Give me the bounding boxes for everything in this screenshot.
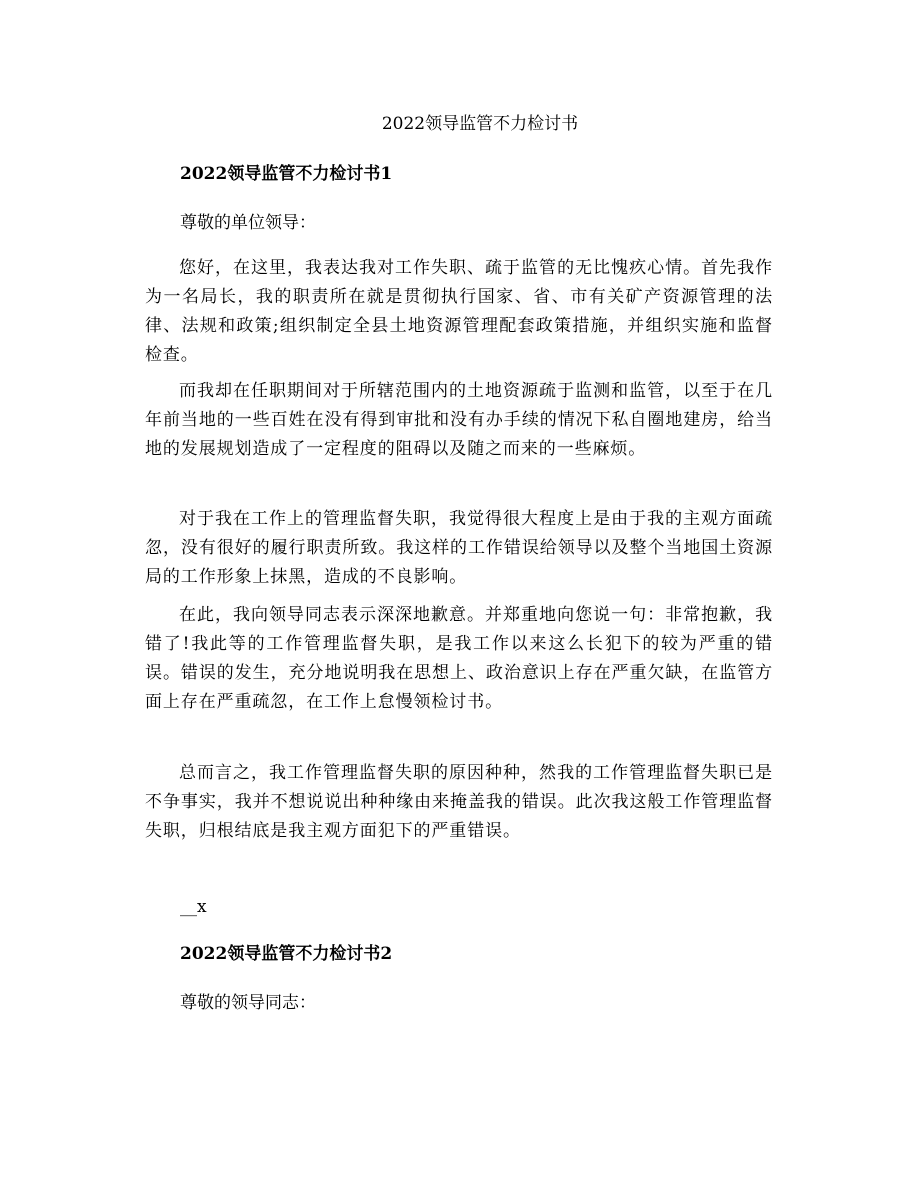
- section-heading-2: 2022领导监管不力检讨书2: [180, 944, 393, 964]
- paragraph-4: 在此，我向领导同志表示深深地歉意。并郑重地向您说一句：非常抱歉，我错了!我此等的工作管理监督失职，是我工作以来这么长犯下的较为严重的错误。错误的发生，充分地说明我在思想上、政治意识上存在严重欠缺，在监管方面上存在严重疏忽，在工作上怠慢领检讨书。: [145, 605, 773, 712]
- section-heading-1: 2022领导监管不力检讨书1: [180, 164, 393, 184]
- paragraph-1: 您好，在这里，我表达我对工作失职、疏于监管的无比愧疚心情。首先我作为一名局长，我的职责所在就是贯彻执行国家、省、市有关矿产资源管理的法律、法规和政策;组织制定全县土地资源管理配套政策措施，并组织实施和监督检查。: [145, 258, 773, 365]
- paragraph-5: 总而言之，我工作管理监督失职的原因种种，然我的工作管理监督失职已是不争事实，我并不想说说出种种缘由来掩盖我的错误。此次我这般工作管理监督失职，归根结底是我主观方面犯下的严重错误。: [145, 763, 773, 841]
- salutation-1: 尊敬的单位领导：: [180, 213, 316, 233]
- paragraph-2: 而我却在任职期间对于所辖范围内的土地资源疏于监测和监管，以至于在几年前当地的一些百姓在没有得到审批和没有办手续的情况下私自圈地建房，给当地的发展规划造成了一定程度的阻碍以及随之而来的一些麻烦。: [145, 381, 773, 459]
- document-title: 2022领导监管不力检讨书: [381, 114, 579, 134]
- signature: __x: [180, 897, 207, 917]
- salutation-2: 尊敬的领导同志：: [180, 993, 316, 1013]
- paragraph-3: 对于我在工作上的管理监督失职，我觉得很大程度上是由于我的主观方面疏忽，没有很好的履行职责所致。我这样的工作错误给领导以及整个当地国土资源局的工作形象上抹黑，造成的不良影响。: [145, 509, 773, 587]
